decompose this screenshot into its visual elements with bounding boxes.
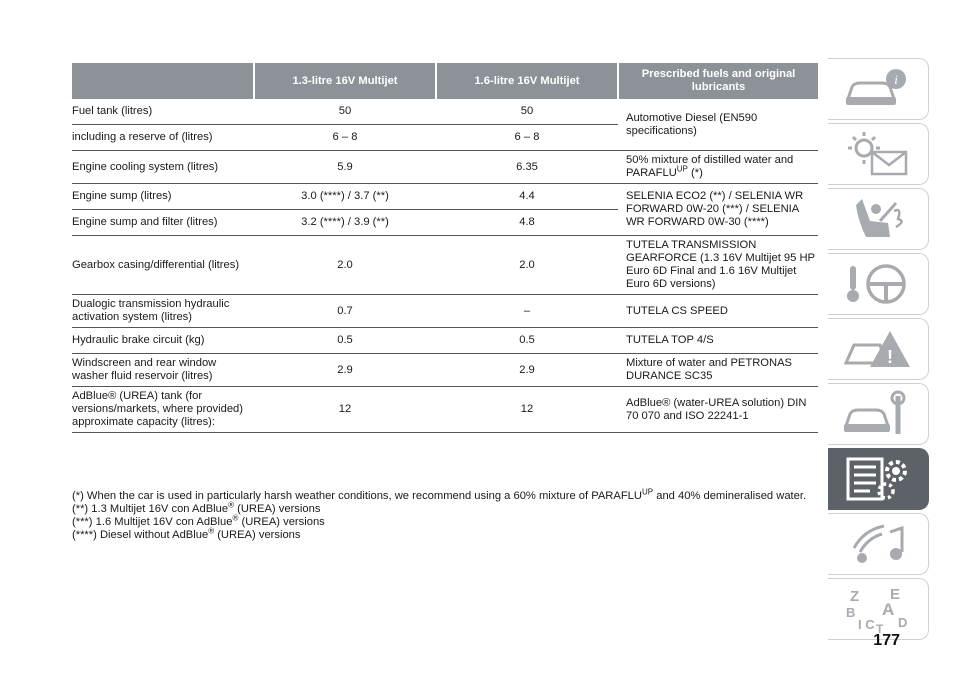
chapter-tabs [828,58,930,643]
tab-safety[interactable] [828,188,929,250]
fluid-text: 50% mixture of distilled water and PARAFLU [626,154,794,179]
fluid-cell [618,151,818,184]
fluid-note: (*) [687,167,703,179]
footnote-1 [72,487,818,503]
table-row [72,151,818,184]
safety-seat-icon [840,193,916,245]
table-row [72,295,818,328]
row-label: Hydraulic brake circuit (kg) [72,328,254,354]
row-label: Engine sump and filter (litres) [72,210,254,236]
tab-warning-lights[interactable] [828,123,929,185]
steering-wheel-icon [840,258,916,310]
registered-mark: ® [232,513,239,523]
table-row [72,354,818,387]
footnote-text: and 40% demineralised water. [653,490,807,502]
value-13: 0.7 [254,295,436,328]
value-13: 3.2 (****) / 3.9 (**) [254,210,436,236]
capacities-table [72,63,818,433]
warning-lights-icon [840,128,916,180]
fluid-cell: Automotive Diesel (EN590 specifications) [618,99,818,151]
registered-mark: ® [228,500,234,510]
emergency-icon [840,323,916,375]
table-row [72,184,818,210]
fluid-cell: TUTELA CS SPEED [618,295,818,328]
fluid-cell: TUTELA TOP 4/S [618,328,818,354]
car-info-icon [840,63,916,115]
value-13: 0.5 [254,328,436,354]
footnote-text: (UREA) versions [234,503,321,515]
tab-maintenance[interactable] [828,383,929,445]
table-row [72,99,818,125]
value-16: 4.4 [436,184,618,210]
footnote-2 [72,500,818,516]
value-13: 5.9 [254,151,436,184]
fluid-cell: TUTELA TRANSMISSION GEARFORCE (1.3 16V Multijet 95 HP Euro 6D Final and 1.6 16V Multijet Euro 6D versions) [618,236,818,295]
tab-index[interactable] [828,578,929,640]
footnote-text: (***) 1.6 Multijet 16V con AdBlue [72,516,233,528]
footnote-text: (UREA) versions [214,529,301,541]
row-label: Windscreen and rear window washer fluid reservoir (litres) [72,354,254,387]
footnote-text: (UREA) versions [238,516,325,528]
svg-text:A: A [882,600,895,619]
svg-text:!: ! [887,347,893,367]
footnote-4 [72,526,818,542]
value-13: 50 [254,99,436,125]
header-16-multijet: 1.6-litre 16V Multijet [436,63,618,99]
row-label: including a reserve of (litres) [72,125,254,151]
footnote-3 [72,513,818,529]
fluid-cell: Mixture of water and PETRONAS DURANCE SC35 [618,354,818,387]
table-row [72,387,818,433]
value-16: 4.8 [436,210,618,236]
footnote-text: (*) When the car is used in particularly harsh weather conditions, we recommend using a 60% mixture of PARAFLU [72,490,642,502]
tab-emergency[interactable] [828,318,929,380]
page-number: 177 [873,632,900,649]
svg-text:Z: Z [850,588,860,605]
footnotes [72,487,818,542]
value-13: 12 [254,387,436,433]
tab-car-info[interactable] [828,58,929,120]
row-label: Dualogic transmission hydraulic activation system (litres) [72,295,254,328]
value-16: 12 [436,387,618,433]
value-16: 50 [436,99,618,125]
tab-starting-driving[interactable] [828,253,929,315]
row-label: Engine sump (litres) [72,184,254,210]
value-13: 6 – 8 [254,125,436,151]
value-16: 0.5 [436,328,618,354]
index-icon [840,583,916,635]
svg-text:T: T [876,622,884,635]
header-empty [72,63,254,99]
svg-text:D: D [898,615,908,630]
table-row [72,328,818,354]
table-header-row [72,63,818,99]
svg-text:i: i [894,72,898,87]
svg-text:E: E [890,586,901,603]
maintenance-icon [840,388,916,440]
value-16: 2.0 [436,236,618,295]
tab-technical-data[interactable] [828,448,929,510]
registered-mark: ® [208,526,215,536]
row-label: Fuel tank (litres) [72,99,254,125]
footnote-text: (**) 1.3 Multijet 16V con AdBlue [72,503,229,515]
footnote-text: (****) Diesel without AdBlue [72,529,209,541]
value-13: 2.9 [254,354,436,387]
value-16: 2.9 [436,354,618,387]
value-16: 6.35 [436,151,618,184]
multimedia-icon [840,518,916,570]
value-16: – [436,295,618,328]
row-label: Engine cooling system (litres) [72,151,254,184]
row-label: AdBlue® (UREA) tank (for versions/markets, where provided) approximate capacity (litres): [72,387,254,433]
technical-data-icon [840,453,916,505]
svg-text:B: B [846,605,856,620]
header-fluids: Prescribed fuels and original lubricants [618,63,818,99]
fluid-cell: SELENIA ECO2 (**) / SELENIA WR FORWARD 0W-20 (***) / SELENIA WR FORWARD 0W-30 (****) [618,184,818,236]
value-13: 3.0 (****) / 3.7 (**) [254,184,436,210]
header-13-multijet: 1.3-litre 16V Multijet [254,63,436,99]
value-13: 2.0 [254,236,436,295]
svg-text:I C: I C [858,617,875,632]
fluid-cell: AdBlue® (water-UREA solution) DIN 70 070 and ISO 22241-1 [618,387,818,433]
table-row [72,236,818,295]
value-16: 6 – 8 [436,125,618,151]
row-label: Gearbox casing/differential (litres) [72,236,254,295]
footnote-superscript: UP [641,487,654,497]
fluid-superscript: UP [676,164,688,174]
tab-multimedia[interactable] [828,513,929,575]
